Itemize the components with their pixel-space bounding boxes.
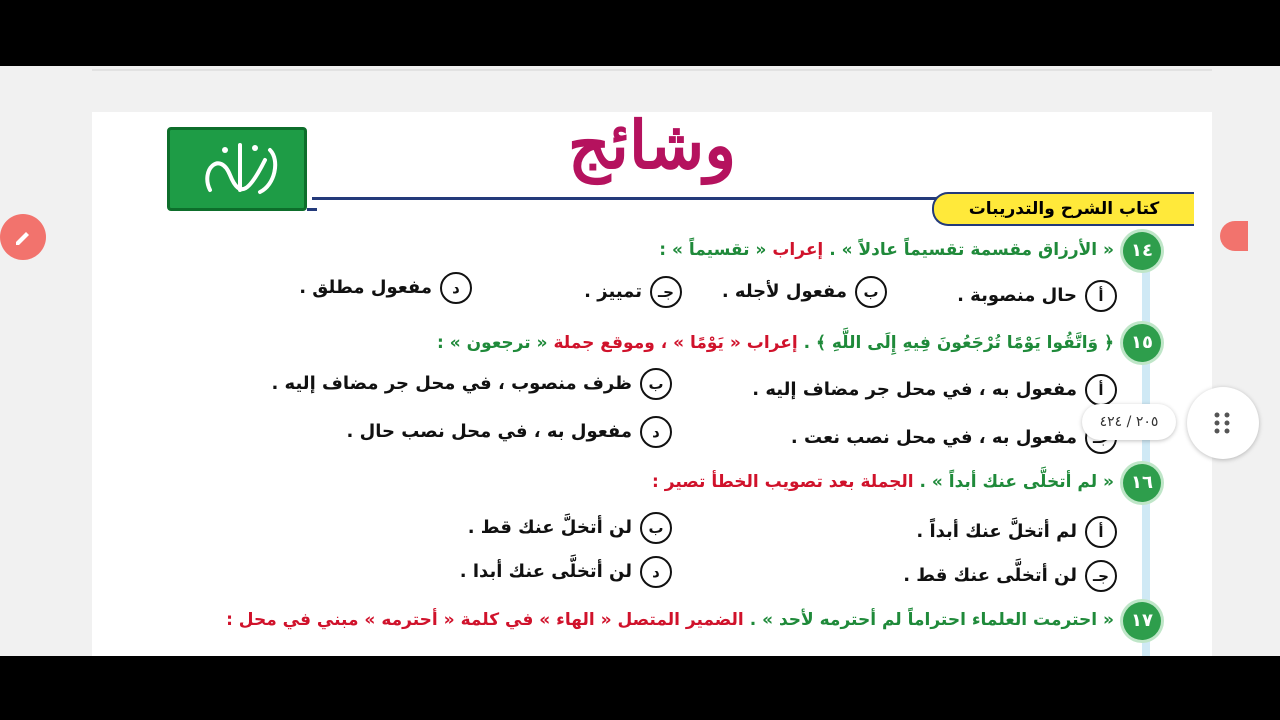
questions-side-bar: [1142, 252, 1150, 656]
q15-option-a[interactable]: أمفعول به ، في محل جر مضاف إليه .: [752, 374, 1117, 406]
question-number-15: ١٥: [1123, 324, 1161, 362]
book-title-banner: كتاب الشرح والتدريبات: [932, 192, 1194, 226]
grid-dots-icon[interactable]: [1187, 387, 1259, 459]
publisher-logo: [167, 127, 307, 211]
q14-option-d[interactable]: دمفعول مطلق .: [299, 272, 472, 304]
question-number-17: ١٧: [1123, 602, 1161, 640]
q16-option-c[interactable]: جـلن أتخلَّى عنك قط .: [903, 560, 1117, 592]
site-watermark-title: وشائج: [567, 112, 737, 184]
right-edge-tab[interactable]: [1220, 221, 1248, 251]
previous-page-edge: [92, 69, 1212, 71]
question-17-stem: « احترمت العلماء احتراماً لم أحترمه لأحد » . الضمير المتصل « الهاء » في كلمة « أحترمه » مبني في محل :: [226, 610, 1114, 630]
page-counter: ٢٠٥ / ٤٢٤: [1082, 404, 1176, 440]
document-page: [92, 112, 1212, 656]
q15-option-d[interactable]: دمفعول به ، في محل نصب حال .: [347, 416, 672, 448]
q16-option-d[interactable]: دلن أتخلَّى عنك أبدا .: [460, 556, 672, 588]
q16-option-b[interactable]: بلن أتخلَّ عنك قط .: [468, 512, 672, 544]
q14-option-b[interactable]: بمفعول لأجله .: [722, 276, 887, 308]
header-rule-stub: [307, 208, 317, 211]
question-16-stem: « لم أتخلَّى عنك أبداً » . الجملة بعد تصويب الخطأ تصير :: [652, 472, 1114, 492]
q14-option-c[interactable]: جـتمييز .: [584, 276, 682, 308]
question-number-14: ١٤: [1123, 232, 1161, 270]
q14-option-a[interactable]: أحال منصوبة .: [957, 280, 1117, 312]
q16-option-a[interactable]: ألم أتخلَّ عنك أبداً .: [916, 516, 1117, 548]
document-viewer[interactable]: [0, 66, 1280, 656]
question-number-16: ١٦: [1123, 464, 1161, 502]
q15-option-b[interactable]: بظرف منصوب ، في محل جر مضاف إليه .: [271, 368, 672, 400]
edit-pencil-icon[interactable]: [0, 214, 46, 260]
question-14-stem: « الأرزاق مقسمة تقسيماً عادلاً » . إعراب « تقسيماً » :: [659, 240, 1114, 260]
header-rule: [312, 197, 942, 200]
logo-calligraphy-icon: [170, 130, 304, 208]
question-15-stem: ﴿ وَاتَّقُوا يَوْمًا تُرْجَعُونَ فِيهِ إِلَى اللَّهِ ﴾ . إعراب « يَوْمًا » ، وموقع جملة « ترجعون » :: [437, 333, 1114, 353]
q15-option-c[interactable]: مفعول به ، في محل نصب نعت .: [791, 422, 1117, 454]
